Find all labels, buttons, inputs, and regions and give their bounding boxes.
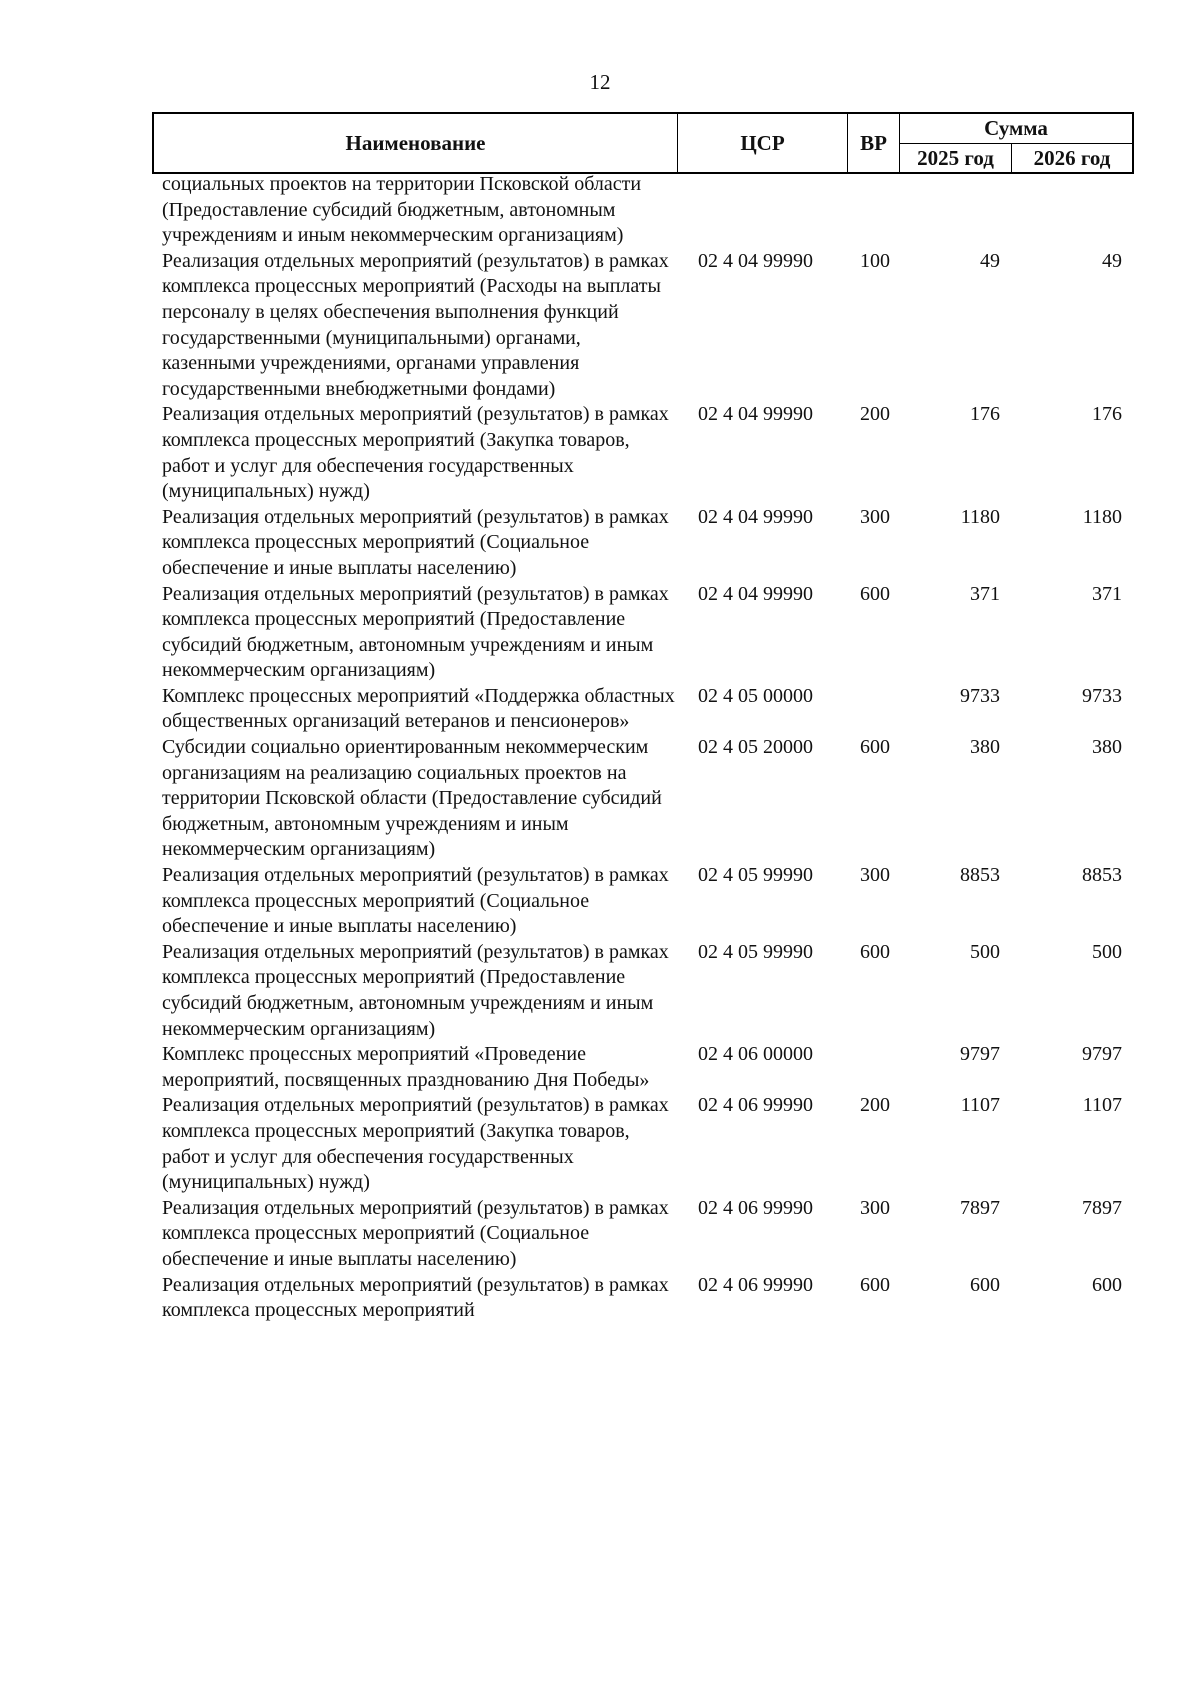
row-amount-2025: 7897 xyxy=(960,1196,1000,1219)
table-row xyxy=(0,940,1200,1042)
row-amount-2026: 9797 xyxy=(1082,1043,1122,1066)
table-row xyxy=(0,505,1200,582)
row-amount-2026: 7897 xyxy=(1082,1196,1122,1219)
table-row xyxy=(0,684,1200,735)
row-vr: 200 xyxy=(860,1094,890,1117)
row-amount-2026: 600 xyxy=(1092,1273,1122,1296)
row-name: Реализация отдельных мероприятий (результатов) в рамках комплекса процессных мероприятий (Социальное обеспечение и иные выплаты населению) xyxy=(162,1196,669,1270)
row-csr: 02 4 06 00000 xyxy=(698,1043,813,1066)
table-row xyxy=(0,1042,1200,1093)
column-header-csr: ЦСР xyxy=(678,114,848,172)
row-csr: 02 4 04 99990 xyxy=(698,582,813,605)
row-csr: 02 4 06 99990 xyxy=(698,1196,813,1219)
page-number: 12 xyxy=(589,70,611,94)
row-name: Реализация отдельных мероприятий (результатов) в рамках комплекса процессных мероприятий (Закупка товаров, работ и услуг для обеспечения государственных (муниципальных) нужд) xyxy=(162,1094,669,1194)
row-name: Реализация отдельных мероприятий (результатов) в рамках комплекса процессных мероприятий xyxy=(162,1273,669,1322)
row-vr: 600 xyxy=(860,582,890,605)
row-name: Реализация отдельных мероприятий (результатов) в рамках комплекса процессных мероприятий (Предоставление субсидий бюджетным, автономным учреждениям и иным некоммерческим организациям) xyxy=(162,940,669,1040)
row-vr: 300 xyxy=(860,1196,890,1219)
column-header-vr: ВР xyxy=(848,114,900,172)
row-csr: 02 4 04 99990 xyxy=(698,505,813,528)
row-amount-2026: 380 xyxy=(1092,736,1122,759)
row-amount-2025: 380 xyxy=(970,736,1000,759)
column-header-name: Наименование xyxy=(154,114,678,172)
row-csr: 02 4 06 99990 xyxy=(698,1094,813,1117)
table-row xyxy=(0,582,1200,684)
row-amount-2025: 176 xyxy=(970,403,1000,426)
row-name: Реализация отдельных мероприятий (результатов) в рамках комплекса процессных мероприятий (Закупка товаров, работ и услуг для обеспечения государственных (муниципальных) нужд) xyxy=(162,403,669,503)
row-amount-2025: 9797 xyxy=(960,1043,1000,1066)
row-amount-2025: 1180 xyxy=(960,505,1000,528)
row-csr: 02 4 06 99990 xyxy=(698,1273,813,1296)
row-vr: 600 xyxy=(860,940,890,963)
table-body xyxy=(0,172,1200,1324)
row-amount-2025: 8853 xyxy=(960,864,1000,887)
table-row xyxy=(0,735,1200,863)
row-vr: 200 xyxy=(860,403,890,426)
row-amount-2026: 176 xyxy=(1092,403,1122,426)
table-row xyxy=(0,1196,1200,1273)
table-row xyxy=(0,172,1200,249)
row-amount-2026: 500 xyxy=(1092,940,1122,963)
row-amount-2026: 8853 xyxy=(1082,864,1122,887)
table-row xyxy=(0,1093,1200,1195)
row-amount-2026: 1180 xyxy=(1082,505,1122,528)
row-name: Реализация отдельных мероприятий (результатов) в рамках комплекса процессных мероприятий (Социальное обеспечение и иные выплаты населению) xyxy=(162,864,669,938)
row-vr: 600 xyxy=(860,736,890,759)
column-header-2026: 2026 год xyxy=(1033,146,1111,170)
row-vr: 100 xyxy=(860,249,890,272)
row-name: Комплекс процессных мероприятий «Проведение мероприятий, посвященных празднованию Дня Победы» xyxy=(162,1043,650,1091)
row-csr: 02 4 04 99990 xyxy=(698,403,813,426)
row-name: Реализация отдельных мероприятий (результатов) в рамках комплекса процессных мероприятий (Расходы на выплаты персоналу в целях обеспечения выполнения функций государственными (муниципальными) органами, казенными учреждениями, органами управления государственными внебюджетными фондами) xyxy=(162,249,669,400)
row-csr: 02 4 05 99990 xyxy=(698,940,813,963)
row-name: Комплекс процессных мероприятий «Поддержка областных общественных организаций ветеранов и пенсионеров» xyxy=(162,684,675,733)
table-row xyxy=(0,249,1200,403)
row-csr: 02 4 05 20000 xyxy=(698,736,813,759)
row-name: Реализация отдельных мероприятий (результатов) в рамках комплекса процессных мероприятий (Социальное обеспечение и иные выплаты населению) xyxy=(162,505,669,579)
row-name: социальных проектов на территории Псковской области (Предоставление субсидий бюджетным, автономным учреждениям и иным некоммерческим организациям) xyxy=(162,173,642,247)
row-amount-2026: 9733 xyxy=(1082,684,1122,707)
row-name: Субсидии социально ориентированным некоммерческим организациям на реализацию социальных проектов на территории Псковской области (Предоставление субсидий бюджетным, автономным учреждениям и иным некоммерческим организациям) xyxy=(162,736,662,861)
row-amount-2026: 371 xyxy=(1092,582,1122,605)
row-amount-2025: 500 xyxy=(970,940,1000,963)
column-header-2025: 2025 год xyxy=(900,144,1012,173)
row-vr: 300 xyxy=(860,505,890,528)
row-amount-2026: 1107 xyxy=(1082,1094,1122,1117)
row-vr: 600 xyxy=(860,1273,890,1296)
table-row xyxy=(0,402,1200,504)
row-amount-2025: 1107 xyxy=(960,1094,1000,1117)
row-csr: 02 4 05 00000 xyxy=(698,684,813,707)
table-row xyxy=(0,1273,1200,1324)
row-amount-2026: 49 xyxy=(1102,249,1122,272)
row-amount-2025: 371 xyxy=(970,582,1000,605)
row-amount-2025: 600 xyxy=(970,1273,1000,1296)
row-vr: 300 xyxy=(860,864,890,887)
row-csr: 02 4 04 99990 xyxy=(698,249,813,272)
table-header xyxy=(152,112,1134,174)
column-header-sum: Сумма xyxy=(900,114,1132,144)
row-csr: 02 4 05 99990 xyxy=(698,864,813,887)
row-name: Реализация отдельных мероприятий (результатов) в рамках комплекса процессных мероприятий (Предоставление субсидий бюджетным, автономным учреждениям и иным некоммерческим организациям) xyxy=(162,582,669,682)
row-amount-2025: 49 xyxy=(980,249,1000,272)
row-amount-2025: 9733 xyxy=(960,684,1000,707)
table-row xyxy=(0,863,1200,940)
